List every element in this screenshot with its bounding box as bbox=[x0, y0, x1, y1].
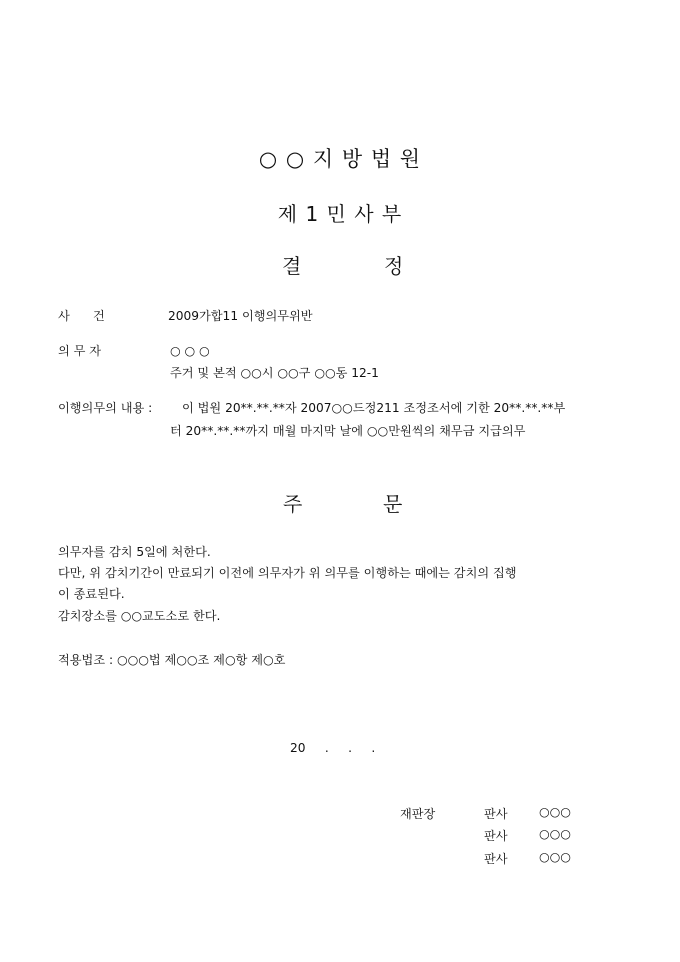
order-line-3: 이 종료된다. bbox=[58, 587, 125, 601]
order-title-char-2: 문 bbox=[383, 492, 403, 516]
duty-label: 이행의무의 내용 : bbox=[58, 401, 153, 415]
signature-title-2: 판사 bbox=[484, 829, 508, 843]
case-label: 사 건 bbox=[58, 309, 105, 323]
signature-role-presiding: 재판장 bbox=[400, 807, 436, 821]
duty-line-1: 이 법원 20**.**.**자 2007○○드정211 조정조서에 기한 20**.**.**부 bbox=[182, 401, 566, 415]
signature-name-3: ○○○ bbox=[539, 850, 571, 864]
order-line-4: 감치장소를 ○○교도소로 한다. bbox=[58, 609, 221, 623]
obligor-name: ○ ○ ○ bbox=[170, 344, 210, 358]
order-title-char-1: 주 bbox=[283, 492, 303, 516]
order-line-2: 다만, 위 감치기간이 만료되기 이전에 의무자가 위 의무를 이행하는 때에는 감치의 집행 bbox=[58, 566, 517, 580]
case-value: 2009가합11 이행의무위반 bbox=[168, 309, 313, 323]
signature-name-2: ○○○ bbox=[539, 827, 571, 841]
signature-name-1: ○○○ bbox=[539, 805, 571, 819]
obligor-label: 의 무 자 bbox=[58, 344, 102, 358]
order-line-1: 의무자를 감치 5일에 처한다. bbox=[58, 545, 211, 559]
court-name: ○ ○ 지 방 법 원 bbox=[258, 147, 422, 171]
doc-title-char-1: 결 bbox=[282, 254, 302, 278]
department-name: 제 1 민 사 부 bbox=[277, 202, 403, 226]
duty-line-2: 터 20**.**.**까지 매월 마지막 날에 ○○만원씩의 채무금 지급의무 bbox=[170, 424, 526, 438]
doc-title-char-2: 정 bbox=[384, 254, 404, 278]
signature-title-3: 판사 bbox=[484, 852, 508, 866]
applied-law: 적용법조 : ○○○법 제○○조 제○항 제○호 bbox=[58, 653, 286, 667]
decision-date: 20 . . . bbox=[290, 741, 376, 755]
obligor-address: 주거 및 본적 ○○시 ○○구 ○○동 12-1 bbox=[170, 366, 379, 380]
signature-title-1: 판사 bbox=[484, 807, 508, 821]
